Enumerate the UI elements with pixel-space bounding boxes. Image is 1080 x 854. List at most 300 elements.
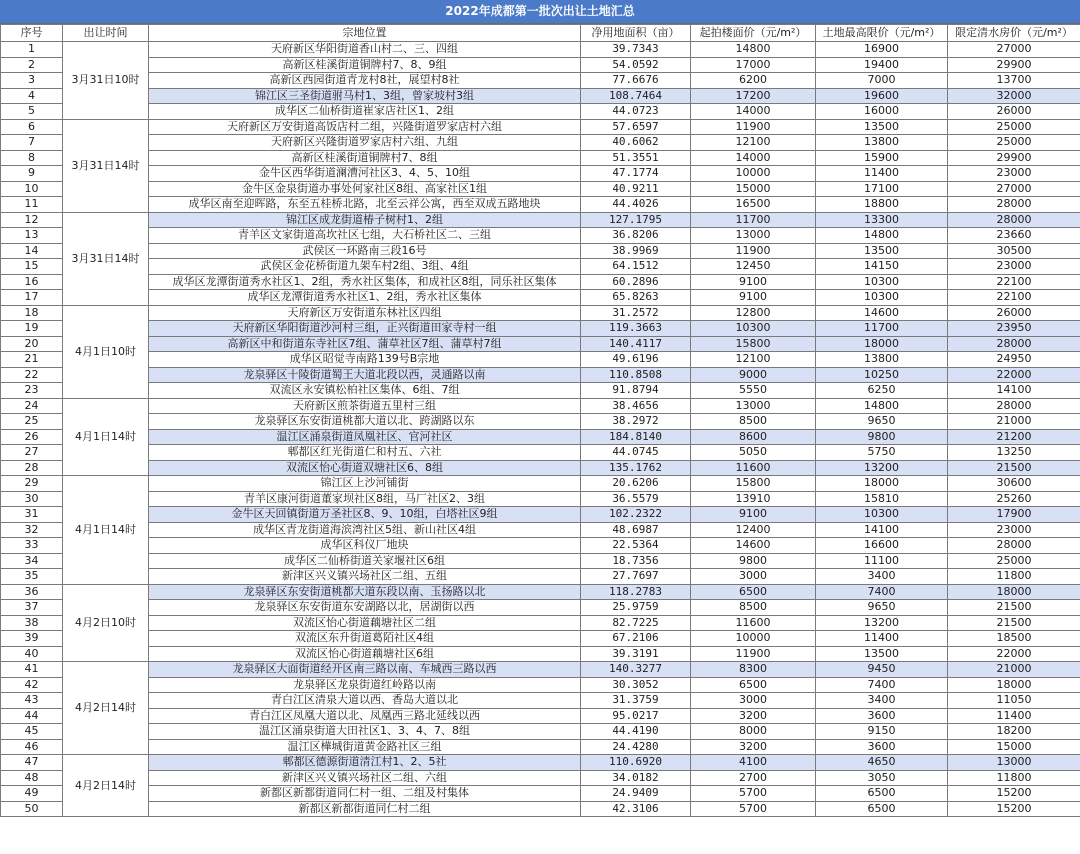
- cell-start-price: 5700: [691, 801, 816, 817]
- cell-time: 3月31日14时: [63, 212, 149, 305]
- cell-start-price: 11600: [691, 460, 816, 476]
- cell-limit-price: 32000: [948, 88, 1080, 104]
- cell-time: 4月2日14时: [63, 755, 149, 817]
- cell-limit-price: 15200: [948, 786, 1080, 802]
- cell-start-price: 10000: [691, 166, 816, 182]
- cell-location: 新都区新都街道同仁村一组、二组及村集体: [149, 786, 581, 802]
- cell-limit-price: 28000: [948, 398, 1080, 414]
- cell-limit-price: 30500: [948, 243, 1080, 259]
- cell-seq: 46: [1, 739, 63, 755]
- cell-max-price: 11400: [816, 631, 948, 647]
- table-row: [1, 786, 1080, 802]
- cell-seq: 26: [1, 429, 63, 445]
- cell-limit-price: 28000: [948, 212, 1080, 228]
- cell-area: 22.5364: [581, 538, 691, 554]
- table-row: [1, 460, 1080, 476]
- cell-area: 51.3551: [581, 150, 691, 166]
- cell-location: 双流区怡心街道藕塘社区二组: [149, 615, 581, 631]
- cell-limit-price: 11800: [948, 569, 1080, 585]
- cell-time: 4月1日14时: [63, 476, 149, 585]
- cell-area: 49.6196: [581, 352, 691, 368]
- cell-start-price: 8500: [691, 600, 816, 616]
- cell-location: 青羊区康河街道董家坝社区8组，马厂社区2、3组: [149, 491, 581, 507]
- cell-max-price: 6500: [816, 786, 948, 802]
- table-row: [1, 150, 1080, 166]
- table-row: [1, 615, 1080, 631]
- table-row: [1, 491, 1080, 507]
- table-row: [1, 352, 1080, 368]
- table-row: [1, 259, 1080, 275]
- cell-max-price: 13200: [816, 460, 948, 476]
- cell-seq: 18: [1, 305, 63, 321]
- table-row: [1, 274, 1080, 290]
- cell-area: 36.8206: [581, 228, 691, 244]
- table-row: [1, 445, 1080, 461]
- cell-max-price: 10300: [816, 290, 948, 306]
- cell-start-price: 13000: [691, 398, 816, 414]
- cell-limit-price: 22000: [948, 646, 1080, 662]
- cell-area: 38.9969: [581, 243, 691, 259]
- cell-start-price: 11600: [691, 615, 816, 631]
- cell-seq: 17: [1, 290, 63, 306]
- header-start-price: 起拍楼面价（元/m²）: [691, 25, 816, 42]
- cell-seq: 2: [1, 57, 63, 73]
- cell-location: 双流区东升街道葛陌社区4组: [149, 631, 581, 647]
- cell-location: 青羊区文家街道高坎社区七组，大石桥社区二、三组: [149, 228, 581, 244]
- cell-seq: 44: [1, 708, 63, 724]
- cell-seq: 10: [1, 181, 63, 197]
- cell-max-price: 9150: [816, 724, 948, 740]
- cell-location: 高新区中和街道东寺社区7组、蒲草社区7组、蒲草村7组: [149, 336, 581, 352]
- table-row: [1, 212, 1080, 228]
- cell-max-price: 19400: [816, 57, 948, 73]
- cell-max-price: 7000: [816, 73, 948, 89]
- table-row: [1, 584, 1080, 600]
- cell-start-price: 10300: [691, 321, 816, 337]
- cell-location: 天府新区煎茶街道五里村三组: [149, 398, 581, 414]
- cell-max-price: 9450: [816, 662, 948, 678]
- header-time: 出让时间: [63, 25, 149, 42]
- cell-location: 天府新区兴隆街道罗家店村六组、九组: [149, 135, 581, 151]
- cell-max-price: 9800: [816, 429, 948, 445]
- cell-start-price: 9100: [691, 274, 816, 290]
- cell-location: 温江区涌泉街道凤凰社区、官河社区: [149, 429, 581, 445]
- cell-area: 44.4190: [581, 724, 691, 740]
- cell-area: 34.0182: [581, 770, 691, 786]
- cell-location: 天府新区华阳街道香山村二、三、四组: [149, 42, 581, 58]
- cell-max-price: 10300: [816, 274, 948, 290]
- table-row: [1, 57, 1080, 73]
- header-max-price: 土地最高限价（元/m²）: [816, 25, 948, 42]
- table-row: [1, 321, 1080, 337]
- cell-max-price: 16600: [816, 538, 948, 554]
- cell-seq: 14: [1, 243, 63, 259]
- cell-seq: 4: [1, 88, 63, 104]
- cell-seq: 24: [1, 398, 63, 414]
- table-row: [1, 243, 1080, 259]
- cell-start-price: 12450: [691, 259, 816, 275]
- cell-max-price: 16900: [816, 42, 948, 58]
- cell-limit-price: 29900: [948, 57, 1080, 73]
- cell-location: 龙泉驿区大面街道经开区南三路以南、车城西三路以西: [149, 662, 581, 678]
- cell-max-price: 18000: [816, 336, 948, 352]
- cell-time: 4月2日10时: [63, 584, 149, 662]
- cell-seq: 21: [1, 352, 63, 368]
- cell-location: 锦江区上沙河铺街: [149, 476, 581, 492]
- cell-seq: 47: [1, 755, 63, 771]
- cell-max-price: 15900: [816, 150, 948, 166]
- cell-location: 龙泉驿区龙泉街道红岭路以南: [149, 677, 581, 693]
- cell-start-price: 8600: [691, 429, 816, 445]
- cell-location: 成华区昭觉寺南路139号B宗地: [149, 352, 581, 368]
- cell-location: 成华区二仙桥街道崔家店社区1、2组: [149, 104, 581, 120]
- cell-limit-price: 23000: [948, 166, 1080, 182]
- cell-location: 青白江区凤凰大道以北、凤凰西三路北延线以西: [149, 708, 581, 724]
- cell-location: 新都区新都街道同仁村二组: [149, 801, 581, 817]
- cell-start-price: 10000: [691, 631, 816, 647]
- cell-location: 武侯区一环路南三段16号: [149, 243, 581, 259]
- cell-location: 温江区涌泉街道大田社区1、3、4、7、8组: [149, 724, 581, 740]
- cell-location: 温江区樺城街道黄金路社区三组: [149, 739, 581, 755]
- table-row: [1, 739, 1080, 755]
- cell-area: 127.1795: [581, 212, 691, 228]
- cell-start-price: 17000: [691, 57, 816, 73]
- cell-location: 双流区怡心街道双塘社区6、8组: [149, 460, 581, 476]
- cell-location: 天府新区万安街道高饭店村二组，兴隆街道罗家店村六组: [149, 119, 581, 135]
- table-row: [1, 522, 1080, 538]
- cell-time: 4月2日14时: [63, 662, 149, 755]
- cell-limit-price: 18000: [948, 584, 1080, 600]
- cell-limit-price: 21500: [948, 460, 1080, 476]
- table-body: [1, 42, 1080, 817]
- cell-start-price: 9000: [691, 367, 816, 383]
- table-row: [1, 135, 1080, 151]
- cell-limit-price: 14100: [948, 383, 1080, 399]
- cell-max-price: 10300: [816, 507, 948, 523]
- cell-seq: 29: [1, 476, 63, 492]
- cell-seq: 5: [1, 104, 63, 120]
- cell-start-price: 11900: [691, 646, 816, 662]
- cell-seq: 33: [1, 538, 63, 554]
- cell-seq: 16: [1, 274, 63, 290]
- cell-location: 天府新区华阳街道沙河村三组，正兴街道田家寺村一组: [149, 321, 581, 337]
- cell-max-price: 19600: [816, 88, 948, 104]
- cell-start-price: 13910: [691, 491, 816, 507]
- cell-seq: 19: [1, 321, 63, 337]
- table-row: [1, 383, 1080, 399]
- cell-max-price: 11100: [816, 553, 948, 569]
- cell-seq: 11: [1, 197, 63, 213]
- cell-seq: 23: [1, 383, 63, 399]
- cell-max-price: 11400: [816, 166, 948, 182]
- cell-limit-price: 23000: [948, 259, 1080, 275]
- cell-start-price: 13000: [691, 228, 816, 244]
- cell-seq: 7: [1, 135, 63, 151]
- cell-limit-price: 25000: [948, 119, 1080, 135]
- cell-location: 锦江区三圣街道驸马村1、3组，曾家坡村3组: [149, 88, 581, 104]
- cell-max-price: 17100: [816, 181, 948, 197]
- cell-limit-price: 26000: [948, 305, 1080, 321]
- cell-max-price: 13300: [816, 212, 948, 228]
- cell-seq: 9: [1, 166, 63, 182]
- cell-area: 42.3106: [581, 801, 691, 817]
- cell-max-price: 14800: [816, 228, 948, 244]
- cell-area: 40.6062: [581, 135, 691, 151]
- cell-max-price: 11700: [816, 321, 948, 337]
- cell-limit-price: 21500: [948, 615, 1080, 631]
- cell-start-price: 12100: [691, 352, 816, 368]
- cell-area: 24.4280: [581, 739, 691, 755]
- cell-area: 67.2106: [581, 631, 691, 647]
- cell-start-price: 11900: [691, 119, 816, 135]
- cell-seq: 34: [1, 553, 63, 569]
- header-row: [1, 25, 1080, 42]
- table-row: [1, 755, 1080, 771]
- cell-max-price: 14600: [816, 305, 948, 321]
- cell-area: 38.2972: [581, 414, 691, 430]
- cell-limit-price: 17900: [948, 507, 1080, 523]
- cell-max-price: 9650: [816, 414, 948, 430]
- cell-area: 95.0217: [581, 708, 691, 724]
- cell-max-price: 18000: [816, 476, 948, 492]
- cell-limit-price: 25260: [948, 491, 1080, 507]
- cell-limit-price: 11050: [948, 693, 1080, 709]
- table-row: [1, 770, 1080, 786]
- cell-limit-price: 28000: [948, 336, 1080, 352]
- header-seq: 序号: [1, 25, 63, 42]
- cell-location: 郫都区德源街道清江村1、2、5社: [149, 755, 581, 771]
- cell-location: 青白江区清泉大道以西、香岛大道以北: [149, 693, 581, 709]
- cell-seq: 42: [1, 677, 63, 693]
- cell-max-price: 7400: [816, 677, 948, 693]
- cell-start-price: 17200: [691, 88, 816, 104]
- cell-max-price: 10250: [816, 367, 948, 383]
- cell-limit-price: 13250: [948, 445, 1080, 461]
- cell-start-price: 6200: [691, 73, 816, 89]
- cell-start-price: 11700: [691, 212, 816, 228]
- cell-seq: 40: [1, 646, 63, 662]
- cell-start-price: 15000: [691, 181, 816, 197]
- table-row: [1, 677, 1080, 693]
- cell-area: 48.6987: [581, 522, 691, 538]
- cell-start-price: 15800: [691, 476, 816, 492]
- cell-max-price: 18800: [816, 197, 948, 213]
- cell-start-price: 5550: [691, 383, 816, 399]
- cell-start-price: 2700: [691, 770, 816, 786]
- cell-limit-price: 23660: [948, 228, 1080, 244]
- cell-start-price: 3200: [691, 739, 816, 755]
- cell-limit-price: 11400: [948, 708, 1080, 724]
- cell-limit-price: 22100: [948, 274, 1080, 290]
- cell-area: 31.2572: [581, 305, 691, 321]
- cell-limit-price: 25000: [948, 135, 1080, 151]
- cell-start-price: 4100: [691, 755, 816, 771]
- header-area: 净用地面积（亩）: [581, 25, 691, 42]
- cell-limit-price: 26000: [948, 104, 1080, 120]
- cell-max-price: 16000: [816, 104, 948, 120]
- cell-seq: 41: [1, 662, 63, 678]
- cell-limit-price: 18000: [948, 677, 1080, 693]
- cell-area: 20.6206: [581, 476, 691, 492]
- cell-limit-price: 25000: [948, 553, 1080, 569]
- cell-max-price: 13200: [816, 615, 948, 631]
- cell-area: 140.4117: [581, 336, 691, 352]
- table-row: [1, 119, 1080, 135]
- cell-start-price: 3000: [691, 569, 816, 585]
- table-row: [1, 166, 1080, 182]
- cell-limit-price: 28000: [948, 538, 1080, 554]
- cell-start-price: 9800: [691, 553, 816, 569]
- cell-start-price: 8000: [691, 724, 816, 740]
- cell-start-price: 14000: [691, 104, 816, 120]
- cell-area: 36.5579: [581, 491, 691, 507]
- cell-seq: 38: [1, 615, 63, 631]
- table-row: [1, 476, 1080, 492]
- cell-seq: 36: [1, 584, 63, 600]
- cell-location: 双流区永安镇松柏社区集体、6组、7组: [149, 383, 581, 399]
- cell-location: 成华区二仙桥街道关家堰社区6组: [149, 553, 581, 569]
- table-row: [1, 181, 1080, 197]
- table-row: [1, 662, 1080, 678]
- cell-area: 110.8508: [581, 367, 691, 383]
- cell-location: 成华区科仪厂地块: [149, 538, 581, 554]
- cell-seq: 27: [1, 445, 63, 461]
- table-row: [1, 73, 1080, 89]
- cell-limit-price: 23000: [948, 522, 1080, 538]
- cell-location: 武侯区金花桥街道九架车村2组、3组、4组: [149, 259, 581, 275]
- cell-start-price: 12100: [691, 135, 816, 151]
- cell-area: 30.3052: [581, 677, 691, 693]
- cell-start-price: 3000: [691, 693, 816, 709]
- table-row: [1, 724, 1080, 740]
- cell-location: 高新区桂溪街道铜牌村7、8组: [149, 150, 581, 166]
- cell-seq: 8: [1, 150, 63, 166]
- table-row: [1, 693, 1080, 709]
- cell-limit-price: 23950: [948, 321, 1080, 337]
- cell-seq: 20: [1, 336, 63, 352]
- cell-max-price: 14100: [816, 522, 948, 538]
- cell-area: 118.2783: [581, 584, 691, 600]
- cell-max-price: 3400: [816, 693, 948, 709]
- cell-max-price: 13500: [816, 119, 948, 135]
- table-row: [1, 414, 1080, 430]
- cell-area: 119.3663: [581, 321, 691, 337]
- cell-max-price: 3050: [816, 770, 948, 786]
- cell-max-price: 13800: [816, 135, 948, 151]
- cell-seq: 45: [1, 724, 63, 740]
- cell-start-price: 11900: [691, 243, 816, 259]
- cell-start-price: 12400: [691, 522, 816, 538]
- cell-start-price: 5050: [691, 445, 816, 461]
- cell-limit-price: 21200: [948, 429, 1080, 445]
- cell-start-price: 12800: [691, 305, 816, 321]
- cell-start-price: 14800: [691, 42, 816, 58]
- cell-start-price: 8500: [691, 414, 816, 430]
- cell-limit-price: 27000: [948, 181, 1080, 197]
- table-row: [1, 646, 1080, 662]
- cell-max-price: 9650: [816, 600, 948, 616]
- cell-limit-price: 30600: [948, 476, 1080, 492]
- cell-max-price: 7400: [816, 584, 948, 600]
- table-row: [1, 569, 1080, 585]
- cell-limit-price: 28000: [948, 197, 1080, 213]
- cell-max-price: 5750: [816, 445, 948, 461]
- cell-area: 184.8140: [581, 429, 691, 445]
- cell-limit-price: 27000: [948, 42, 1080, 58]
- cell-max-price: 14150: [816, 259, 948, 275]
- cell-location: 龙泉驿区十陵街道蜀王大道北段以西，灵通路以南: [149, 367, 581, 383]
- table-row: [1, 600, 1080, 616]
- cell-area: 44.0723: [581, 104, 691, 120]
- cell-limit-price: 24950: [948, 352, 1080, 368]
- cell-seq: 12: [1, 212, 63, 228]
- cell-seq: 25: [1, 414, 63, 430]
- cell-location: 双流区怡心街道藕塘社区6组: [149, 646, 581, 662]
- cell-max-price: 15810: [816, 491, 948, 507]
- table-row: [1, 631, 1080, 647]
- cell-start-price: 8300: [691, 662, 816, 678]
- cell-start-price: 14000: [691, 150, 816, 166]
- header-location: 宗地位置: [149, 25, 581, 42]
- cell-seq: 35: [1, 569, 63, 585]
- cell-max-price: 6500: [816, 801, 948, 817]
- table-row: [1, 336, 1080, 352]
- cell-area: 65.8263: [581, 290, 691, 306]
- cell-area: 82.7225: [581, 615, 691, 631]
- table-row: [1, 801, 1080, 817]
- cell-seq: 28: [1, 460, 63, 476]
- cell-area: 47.1774: [581, 166, 691, 182]
- table-row: [1, 228, 1080, 244]
- table-row: [1, 305, 1080, 321]
- cell-limit-price: 22100: [948, 290, 1080, 306]
- cell-area: 64.1512: [581, 259, 691, 275]
- cell-area: 31.3759: [581, 693, 691, 709]
- cell-max-price: 4650: [816, 755, 948, 771]
- cell-limit-price: 15200: [948, 801, 1080, 817]
- cell-start-price: 3200: [691, 708, 816, 724]
- cell-area: 44.4026: [581, 197, 691, 213]
- cell-seq: 6: [1, 119, 63, 135]
- cell-location: 金牛区金泉街道办事处何家社区8组、高家社区1组: [149, 181, 581, 197]
- cell-location: 锦江区成龙街道椿子树村1、2组: [149, 212, 581, 228]
- cell-start-price: 16500: [691, 197, 816, 213]
- cell-seq: 31: [1, 507, 63, 523]
- table-row: [1, 42, 1080, 58]
- cell-area: 110.6920: [581, 755, 691, 771]
- cell-seq: 49: [1, 786, 63, 802]
- cell-location: 成华区龙潭街道秀水社区1、2组，秀水社区集体，和成社区8组，同乐社区集体: [149, 274, 581, 290]
- table-row: [1, 367, 1080, 383]
- table-row: [1, 398, 1080, 414]
- cell-time: 4月1日10时: [63, 305, 149, 398]
- cell-area: 60.2896: [581, 274, 691, 290]
- cell-limit-price: 15000: [948, 739, 1080, 755]
- table-row: [1, 507, 1080, 523]
- cell-area: 77.6676: [581, 73, 691, 89]
- cell-seq: 37: [1, 600, 63, 616]
- cell-area: 27.7697: [581, 569, 691, 585]
- cell-max-price: 13800: [816, 352, 948, 368]
- cell-area: 44.0745: [581, 445, 691, 461]
- cell-location: 新津区兴义镇兴场社区二组、五组: [149, 569, 581, 585]
- table-row: [1, 197, 1080, 213]
- cell-location: 天府新区万安街道东林社区四组: [149, 305, 581, 321]
- cell-limit-price: 13000: [948, 755, 1080, 771]
- cell-start-price: 14600: [691, 538, 816, 554]
- cell-seq: 15: [1, 259, 63, 275]
- cell-seq: 43: [1, 693, 63, 709]
